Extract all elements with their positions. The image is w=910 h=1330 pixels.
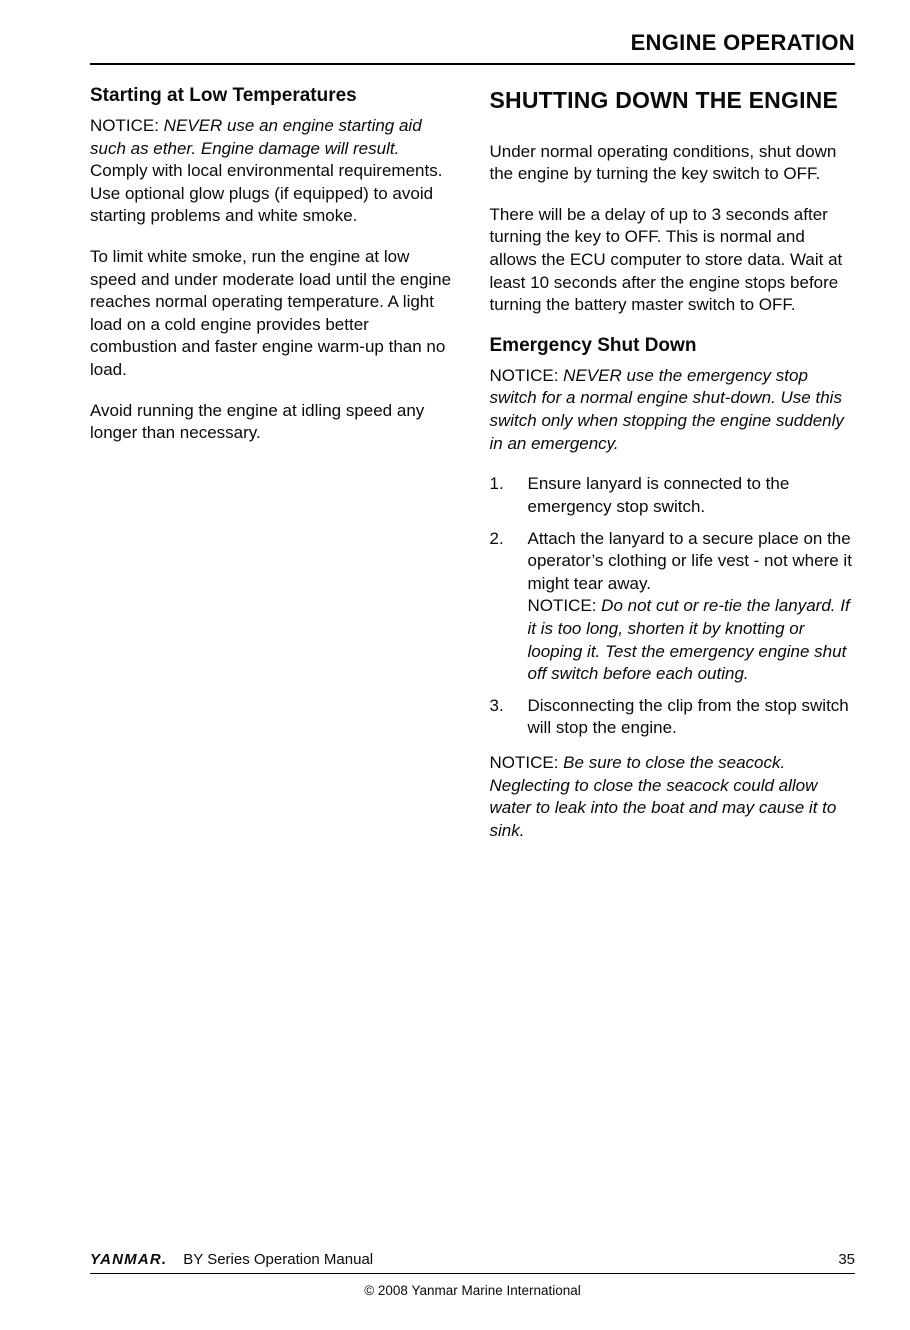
list-item-body: Disconnecting the clip from the stop switch will stop the engine. bbox=[527, 695, 849, 738]
notice-label: NOTICE: bbox=[527, 596, 602, 616]
section-heading-emergency-shut-down: Emergency Shut Down bbox=[489, 334, 697, 356]
body-paragraph: To limit white smoke, run the engine at low speed and under moderate load until the engine reaches normal operating temperature. A light load on a cold engine provides better combustion and faster engine warm-up than no load. bbox=[90, 247, 452, 380]
list-item-body: Ensure lanyard is connected to the emergency stop switch. bbox=[527, 474, 790, 516]
section-heading-starting-low-temperatures: Starting at Low Temperatures bbox=[90, 85, 357, 106]
section-heading-shutting-down-engine: SHUTTING DOWN THE ENGINE bbox=[489, 87, 839, 113]
list-item bbox=[490, 473, 856, 518]
list-item-text bbox=[528, 528, 856, 686]
footer-row bbox=[90, 1251, 855, 1274]
body-paragraph: There will be a delay of up to 3 seconds after turning the key to OFF. This is normal and allows the ECU computer to store data. Wait at least 10 seconds after the engine stops before turning the battery master switch to OFF. bbox=[489, 204, 843, 315]
list-item-number: 3. bbox=[489, 695, 504, 715]
notice-paragraph bbox=[90, 115, 456, 228]
list-item-text bbox=[528, 695, 856, 740]
list-item-number: 2. bbox=[489, 528, 504, 548]
notice-italic-text: Be sure to close the seacock. Neglecting to close the seacock could allow water to leak into the boat and may cause it to sink. bbox=[489, 753, 837, 840]
notice-rest-text: Comply with local environmental requirements. Use optional glow plugs (if equipped) to avoid starting problems and white smoke. bbox=[90, 161, 443, 226]
right-column bbox=[490, 85, 856, 860]
list-item-body bbox=[528, 528, 856, 596]
notice-label: NOTICE: bbox=[489, 753, 564, 772]
header-rule bbox=[90, 63, 855, 65]
notice-label: NOTICE: bbox=[489, 365, 564, 385]
list-item-number: 1. bbox=[489, 474, 504, 494]
page-header bbox=[90, 30, 855, 65]
notice-label: NOTICE: bbox=[90, 116, 164, 135]
two-column-layout bbox=[90, 85, 855, 860]
notice-italic-text: Do not cut or re-tie the lanyard. If it is too long, shorten it by knotting or looping it. Test the emergency engine shut off switch before each outing. bbox=[527, 596, 850, 684]
list-item-notice bbox=[528, 595, 856, 685]
numbered-list bbox=[490, 473, 856, 740]
page-number: 35 bbox=[838, 1251, 855, 1268]
notice-italic-text: NEVER use the emergency stop switch for a normal engine shut-down. Use this switch only when stopping the engine suddenly in an emergency. bbox=[489, 365, 844, 453]
notice-paragraph bbox=[490, 365, 856, 455]
page-header-title: ENGINE OPERATION bbox=[630, 30, 855, 55]
manual-title: BY Series Operation Manual bbox=[183, 1251, 374, 1268]
list-item bbox=[490, 695, 856, 740]
copyright-notice: © 2008 Yanmar Marine International bbox=[364, 1283, 581, 1298]
list-item-text bbox=[528, 473, 856, 518]
page-footer bbox=[90, 1251, 855, 1298]
notice-paragraph bbox=[490, 752, 856, 842]
left-column bbox=[90, 85, 456, 860]
body-paragraph: Avoid running the engine at idling speed any longer than necessary. bbox=[90, 400, 425, 443]
yanmar-logo: YANMAR. bbox=[90, 1251, 168, 1268]
list-item bbox=[490, 528, 856, 686]
notice-italic-text: NEVER use an engine starting aid such as ether. Engine damage will result. bbox=[90, 116, 422, 158]
body-paragraph: Under normal operating conditions, shut down the engine by turning the key switch to OFF. bbox=[489, 141, 837, 184]
list-item-main-text: Attach the lanyard to a secure place on the operator’s clothing or life vest - not where it might tear away. bbox=[527, 528, 852, 593]
